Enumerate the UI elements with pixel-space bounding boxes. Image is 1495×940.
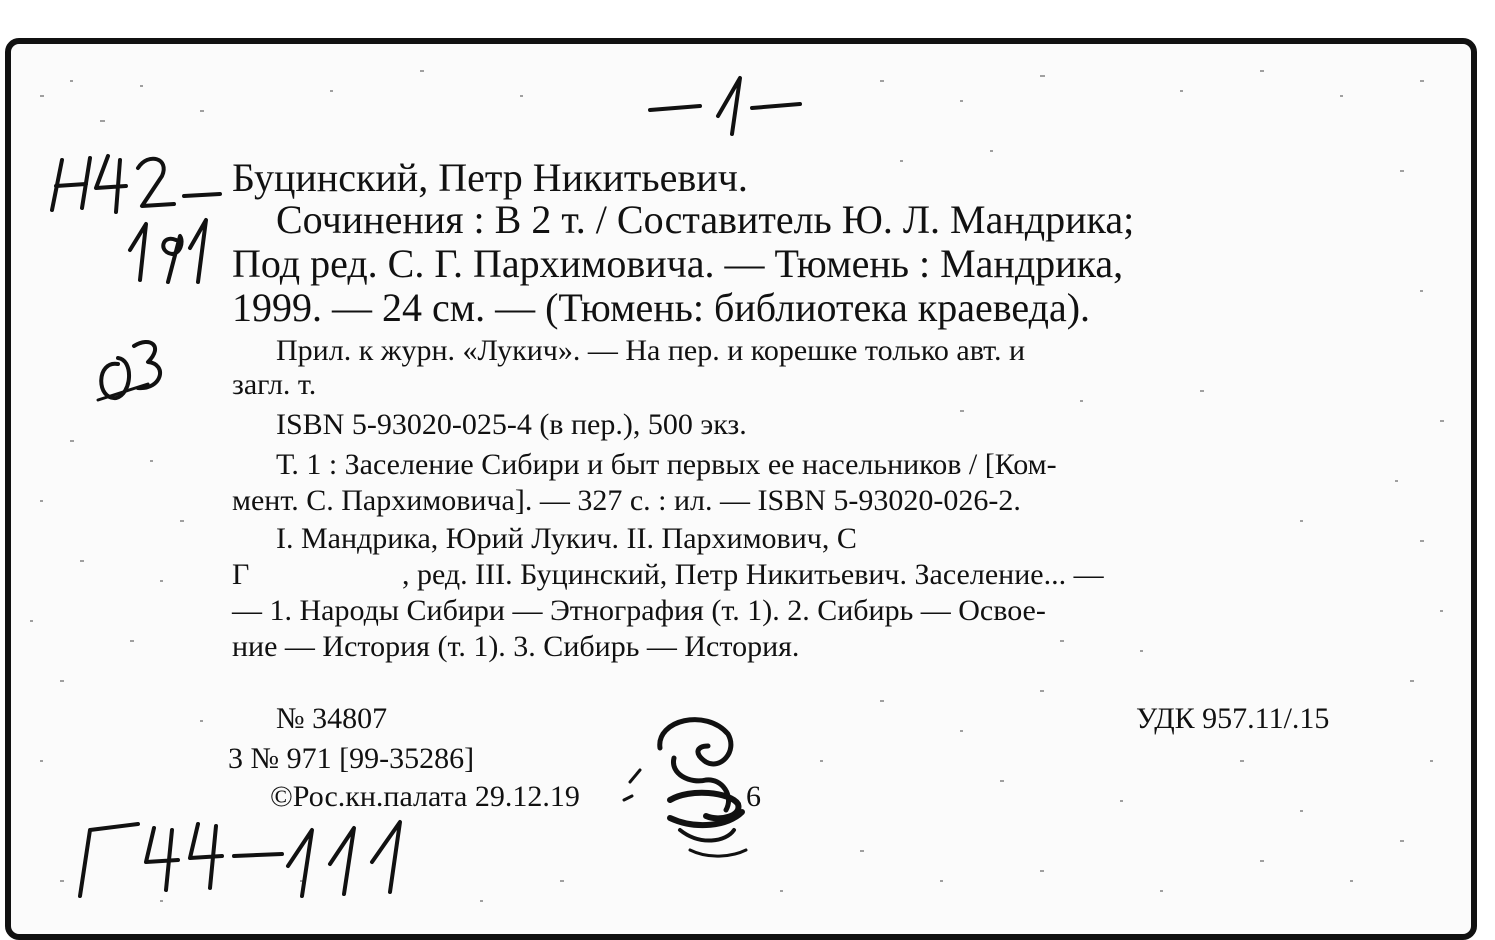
record-copyright-tail: 6 [746, 780, 761, 813]
record-copyright: ©Рос.кн.палата 29.12.19 [270, 780, 580, 813]
record-title-line-1: Сочинения : В 2 т. / Составитель Ю. Л. Мандрика; [276, 197, 1135, 242]
record-volume-line-2: мент. С. Пархимовича]. — 327 с. : ил. — ISBN 5-93020-026-2. [232, 484, 1021, 517]
record-title-line-3: 1999. — 24 см. — (Тюмень: библиотека краеведа). [232, 285, 1091, 330]
record-heading: Буцинский, Петр Никитьевич. [232, 155, 748, 200]
record-note-line-1: Прил. к журн. «Лукич». — На пер. и корешке только авт. и [276, 334, 1026, 367]
record-z-number: 3 № 971 [99-35286] [228, 742, 475, 775]
record-tracing-line-1: I. Мандрика, Юрий Лукич. II. Пархимович, С [276, 522, 857, 555]
record-title-line-2: Под ред. С. Г. Пархимовича. — Тюмень : Мандрика, [232, 241, 1124, 286]
record-isbn: ISBN 5-93020-025-4 (в пер.), 500 экз. [276, 408, 747, 441]
record-note-line-2: загл. т. [232, 368, 317, 401]
record-tracing-line-4: ние — История (т. 1). 3. Сибирь — История. [232, 630, 800, 663]
record-tracing-line-2b: , ред. III. Буцинский, Петр Никитьевич. Заселение... — [402, 558, 1104, 591]
record-volume-line-1: Т. 1 : Заселение Сибири и быт первых ее насельников / [Ком- [276, 448, 1057, 481]
record-udc: УДК 957.11/.15 [1136, 702, 1330, 735]
record-number: № 34807 [276, 702, 388, 735]
record-tracing-line-2a: Г [232, 558, 250, 591]
record-tracing-line-3: — 1. Народы Сибири — Этнография (т. 1). 2. Сибирь — Освое- [232, 594, 1046, 627]
